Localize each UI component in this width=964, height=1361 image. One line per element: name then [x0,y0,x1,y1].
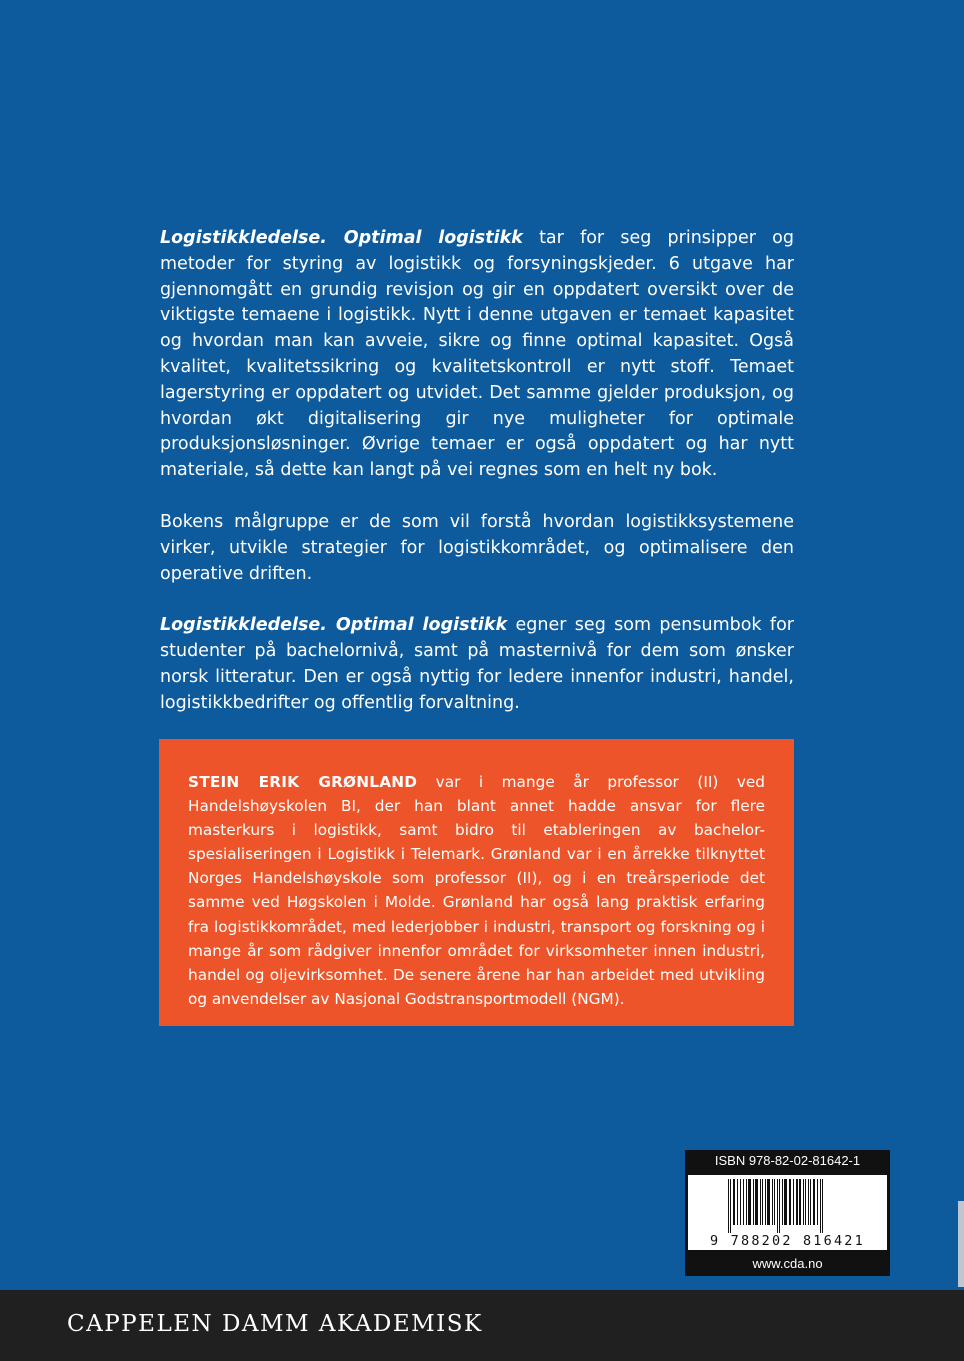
author-bio-text: var i mange år professor (II) ved Handelshøyskolen BI, der han blant annet hadde ansvar for flere masterkurs i logistikk, samt bidro til etableringen av bachelor-spesialiseringen i Logistikk i Telemark. Grønland var i en årrekke tilknyttet Norges Handelshøyskole som professor (II), og i en treårsperiode det samme ved Høgskolen i Molde. Grønland har også lang praktisk erfaring fra logistikkområdet, med lederjobber i industri, transport og forskning og i mange år som rådgiver innenfor området for virksomheter innen industri, handel og oljevirksomhet. De senere årene har han arbeidet med utvikling og anvendelser av Nasjonal Godstransportmodell (NGM). [188,773,765,1008]
barcode-bar [796,1179,798,1225]
barcode-bar [748,1179,751,1225]
barcode-bar [774,1179,775,1225]
barcode-bar [779,1179,780,1233]
isbn-block [685,1150,890,1276]
barcode-bar [810,1179,811,1225]
author-bio-box [159,739,794,1026]
barcode-bar [793,1179,794,1225]
barcode-bar [803,1179,804,1225]
barcode-bar [765,1179,766,1225]
barcode-bar [822,1179,823,1233]
barcode-bar [817,1179,818,1225]
barcode-bar [760,1179,761,1225]
barcode-bar [755,1179,758,1225]
barcode-bar [753,1179,754,1225]
edge-mark [958,1201,964,1287]
barcode-bar [820,1179,821,1233]
barcode-bar [730,1179,731,1233]
blurb-paragraph-1 [160,226,794,484]
book-title-repeat: Logistikkledelse. Optimal logistikk [160,615,508,636]
publisher-logo: CAPPELEN DAMM AKADEMISK [67,1311,483,1337]
barcode-bar [728,1179,729,1233]
blurb-paragraph-2: Bokens målgruppe er de som vil forstå hvordan logistikksystemene virker, utvikle strategier for logistikkområdet, og optimalisere den operative driften. [160,511,794,584]
blurb-paragraph-3 [160,613,794,716]
barcode-bar [805,1179,806,1225]
barcode-bar [740,1179,741,1225]
author-bio [188,770,765,1011]
barcode-bar [782,1179,783,1225]
barcode-bar [733,1179,735,1225]
barcode-bar [813,1179,815,1225]
barcode-bar [767,1179,770,1225]
footer-bar [0,1290,964,1361]
barcode-bar [762,1179,763,1225]
publisher-url: www.cda.no [752,1256,823,1271]
isbn-label: ISBN 978-82-02-81642-1 [714,1153,861,1168]
barcode-bar [808,1179,809,1225]
barcode-bar [746,1179,747,1225]
barcode [688,1175,887,1250]
barcode-bar [737,1179,738,1225]
blurb-paragraph-1-text: tar for seg prinsipper og metoder for styring av logistikk og forsyningskjeder. 6 utgave har gjennomgått en grundig revisjon og gir en oppdatert oversikt over de viktigste temaene i logistikk. Nytt i denne utgaven er temaet kapasitet og hvordan man kan avveie, sikre og finne optimal kapasitet. Også kvalitet, kvalitetssikring og kvalitetskontroll er nytt stoff. Temaet lagerstyring er oppdatert og utvidet. Det samme gjelder produksjon, og hvordan økt digitalisering gir nye muligheter for optimale produksjonsløsninger. Øvrige temaer er også oppdatert og har nytt materiale, så dette kan langt på vei regnes som en helt ny bok. [160,228,794,481]
barcode-bar [772,1179,773,1225]
barcode-bar [777,1179,778,1233]
barcode-bar [789,1179,791,1225]
barcode-number: 9 788202 816421 [710,1233,865,1249]
author-name: STEIN ERIK GRØNLAND [188,773,418,791]
barcode-bar [743,1179,744,1225]
cover-blurb [160,226,794,743]
book-title: Logistikkledelse. Optimal logistikk [160,228,523,248]
barcode-bars [688,1175,887,1233]
barcode-bar [784,1179,787,1225]
barcode-bar [799,1179,801,1225]
blurb-paragraph-3-text: egner seg som pensumbok for studenter på bachelornivå, samt på masternivå for dem som ønsker norsk litteratur. Den er også nyttig for ledere innenfor industri, handel, logistikkbedrifter og offentlig forvaltning. [160,615,794,713]
